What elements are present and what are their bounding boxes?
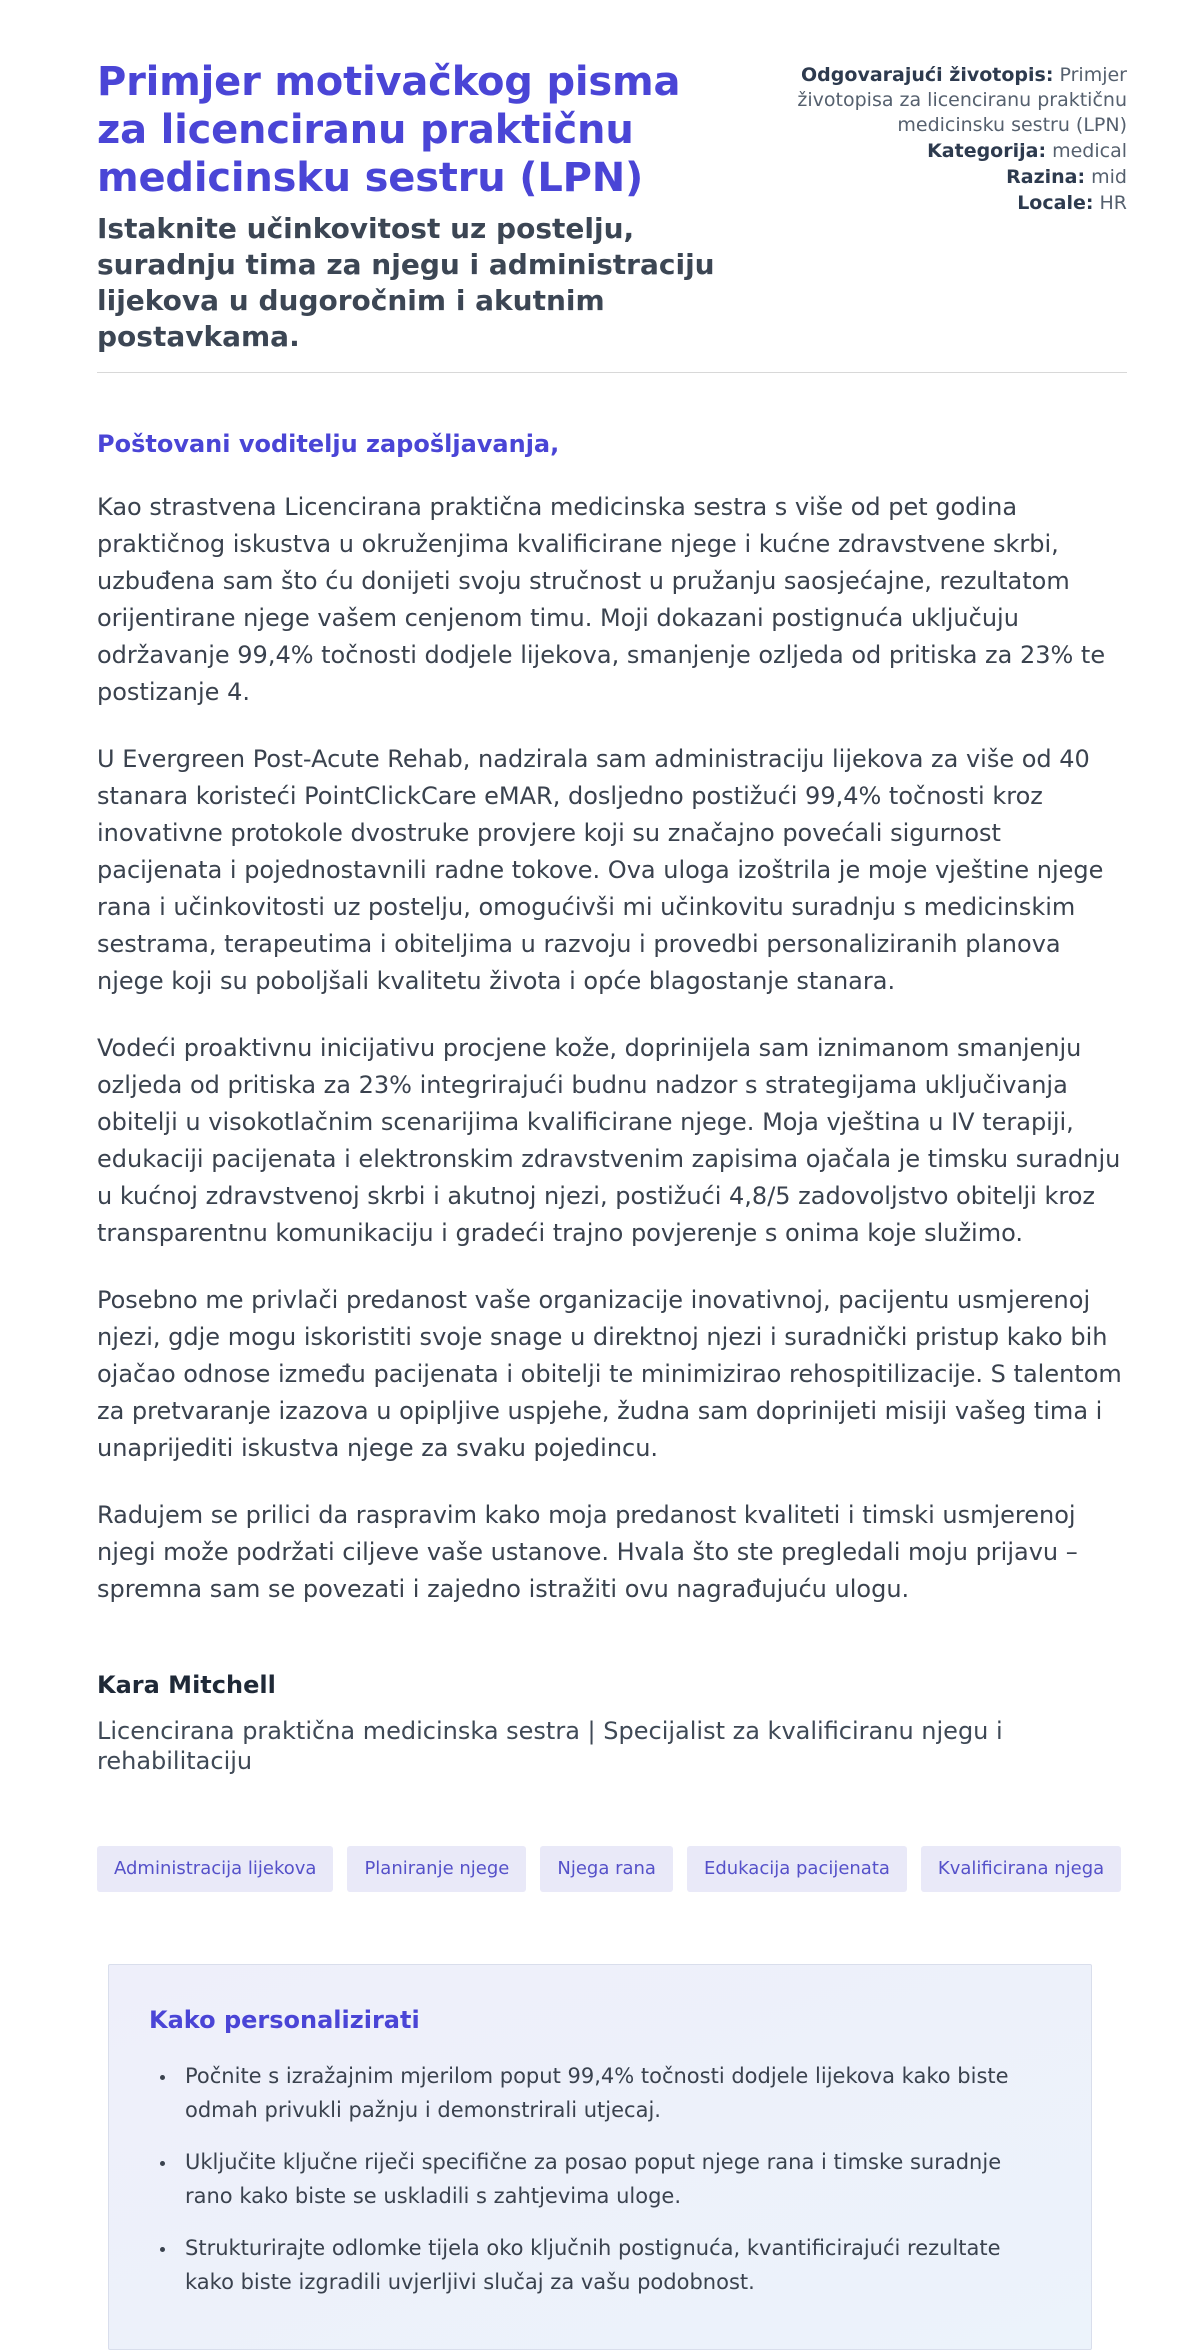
page-title: Primjer motivačkog pisma za licenciranu praktičnu medicinsku sestru (LPN) [97,59,681,201]
skill-tags-list [97,1846,1127,1892]
meta-label: Odgovarajući životopis: [801,64,1054,86]
signature-name: Kara Mitchell [97,1671,276,1699]
personalization-tips-box [108,1964,1092,2350]
signature-block [97,1670,1127,1776]
skill-tag-care-planning: Planiranje njege [347,1846,526,1892]
meta-value: HR [1099,192,1127,214]
meta-value: mid [1091,166,1127,188]
meta-label: Kategorija: [927,140,1047,162]
page-subtitle: Istaknite učinkovitost uz postelju, suradnju tima za njegu i administraciju lijekova u dugoročnim i akutnim postavkama. [97,212,715,353]
page-header [97,58,1127,355]
skill-tag-patient-education: Edukacija pacijenata [687,1846,907,1892]
meta-label: Locale: [1017,192,1094,214]
meta-row-matching-resume [795,63,1127,138]
meta-row-category [795,139,1127,164]
skill-tag-medication-administration: Administracija lijekova [97,1846,333,1892]
meta-block [795,63,1127,217]
header-divider [97,372,1127,373]
letter-paragraph-2: U Evergreen Post-Acute Rehab, nadzirala sam administraciju lijekova za više od 40 stanara koristeći PointClickCare eMAR, dosljedno postižući 99,4% točnosti kroz inovativne protokole dvostruke provjere koji su značajno povećali sigurnost pacijenata i pojednostavnili radne tokove. Ova uloga izoštrila je moje vještine njege rana i učinkovitosti uz postelju, omogućivši mi učinkovitu suradnju s medicinskim sestrama, terapeutima i obiteljima u razvoju i provedbi personaliziranih planova njege koji su poboljšali kvalitetu života i opće blagostanje stanara. [97,745,1104,995]
letter-paragraph-5: Radujem se prilici da raspravim kako moja predanost kvaliteti i timski usmjerenoj njegi može podržati ciljeve vaše ustanove. Hvala što ste pregledali moju prijavu – spremna sam se povezati i zajedno istražiti ovu nagrađujuću ulogu. [97,1501,1078,1603]
meta-value: medical [1052,140,1127,162]
letter-paragraph-3: Vodeći proaktivnu inicijativu procjene kože, doprinijela sam iznimanom smanjenju ozljeda od pritiska za 23% integrirajući budnu nadzor s strategijama uključivanja obitelji u visokotlačnim scenarijima kvalificirane njege. Moja vještina u IV terapiji, edukaciji pacijenata i elektronskim zdravstvenim zapisima ojačala je timsku suradnju u kućnoj zdravstvenoj skrbi i akutnoj njezi, postižući 4,8/5 zadovoljstvo obitelji kroz transparentnu komunikaciju i gradeći trajno povjerenje s onima koje služimo. [97,1034,1121,1247]
meta-row-level [795,165,1127,190]
letter-greeting: Poštovani voditelju zapošljavanja, [97,430,560,458]
header-title-block [97,58,722,355]
letter-paragraph-4: Posebno me privlači predanost vaše organizacije inovativnoj, pacijentu usmjerenoj njezi, gdje mogu iskoristiti svoje snage u direktnoj njezi i suradnički pristup kako bih ojačao odnose između pacijenata i obitelji te minimizirao rehospitilizacije. S talentom za pretvaranje izazova u opipljive uspjehe, žudna sam doprinijeti misiji vašeg tima i unaprijediti iskustva njege za svaku pojedincu. [97,1286,1122,1462]
meta-row-locale [795,191,1127,216]
signature-role: Licencirana praktična medicinska sestra | Specijalist za kvalificiranu njegu i rehabilitaciju [97,1717,1003,1775]
letter-paragraph-1: Kao strastvena Licencirana praktična medicinska sestra s više od pet godina praktičnog iskustva u okruženjima kvalificirane njege i kućne zdravstvene skrbi, uzbuđena sam što ću donijeti svoju stručnost u pružanju saosjećajne, rezultatom orijentirane njege vašem cenjenom timu. Moji dokazani postignuća uključuju održavanje 99,4% točnosti dodjele lijekova, smanjenje ozljeda od pritiska za 23% te postizanje 4. [97,493,1106,706]
skill-tag-skilled-nursing: Kvalificirana njega [921,1846,1121,1892]
tips-list [149,2059,1049,2299]
tip-item-3: • Strukturirajte odlomke tijela oko ključnih postignuća, kvantificirajući rezultate kako biste izgradili uvjerljivi slučaj za vašu podobnost. [177,2231,1049,2299]
tip-item-1: • Počnite s izražajnim mjerilom poput 99,4% točnosti dodjele lijekova kako biste odmah privukli pažnju i demonstrirali utjecaj. [177,2059,1049,2127]
tip-item-2: • Uključite ključne riječi specifične za posao poput njege rana i timske suradnje rano kako biste se uskladili s zahtjevima uloge. [177,2145,1049,2213]
meta-value: Primjer životopisa za licenciranu praktičnu medicinsku sestru (LPN) [797,64,1127,136]
skill-tag-wound-care: Njega rana [540,1846,673,1892]
letter-body [97,429,1127,1776]
tips-box-title: Kako personalizirati [149,2006,420,2034]
meta-label: Razina: [1006,166,1086,188]
